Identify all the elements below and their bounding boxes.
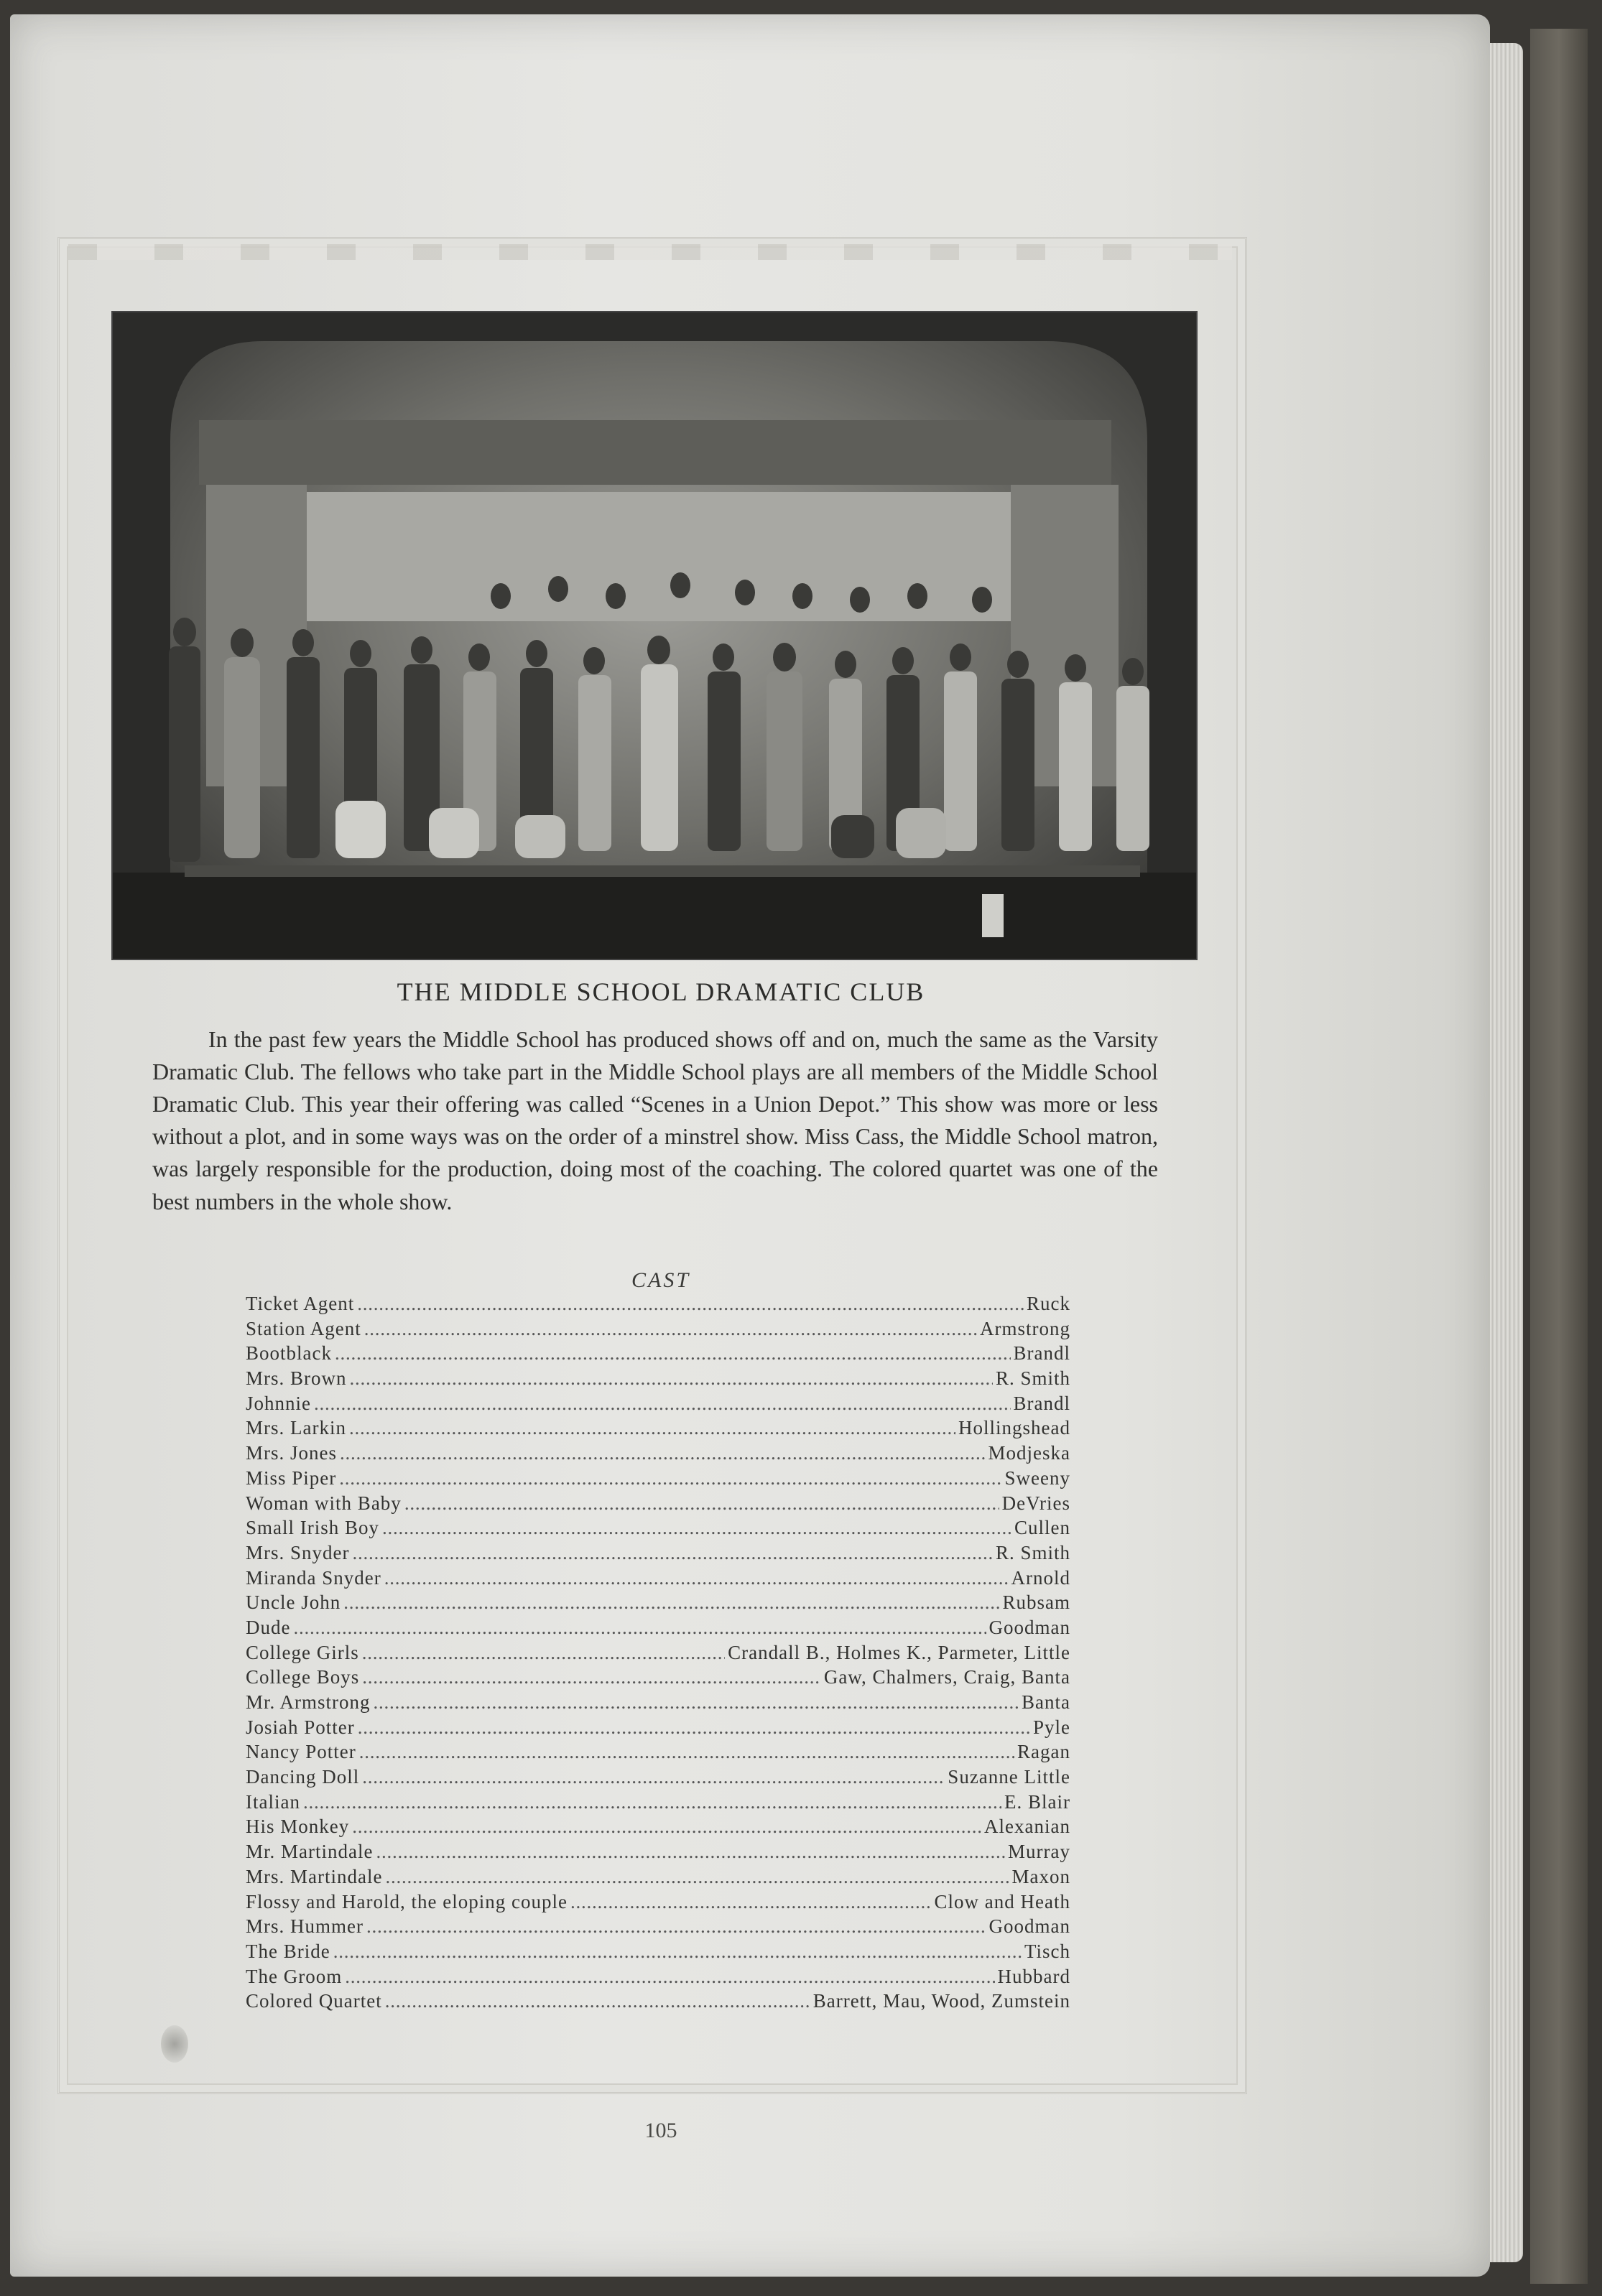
cast-actor: Tisch xyxy=(1024,1940,1070,1962)
dot-leader xyxy=(314,1393,1011,1415)
cast-entry xyxy=(246,1816,1070,1841)
cast-entry xyxy=(246,1990,1070,2015)
dot-leader xyxy=(340,1442,986,1464)
book-cover-edge xyxy=(1530,29,1588,2284)
cast-role: Mrs. Jones xyxy=(246,1442,338,1464)
dot-leader xyxy=(359,1741,1014,1763)
cast-entry xyxy=(246,1467,1070,1492)
cast-entry xyxy=(246,1567,1070,1592)
dot-leader xyxy=(352,1816,981,1838)
cast-role: The Groom xyxy=(246,1965,343,1987)
dot-leader xyxy=(345,1966,994,1988)
cast-list xyxy=(246,1293,1070,2015)
dot-leader xyxy=(366,1915,986,1938)
cast-actor: Maxon xyxy=(1011,1865,1070,1887)
cast-role: Mrs. Martindale xyxy=(246,1865,383,1887)
cast-actor: Pyle xyxy=(1032,1716,1070,1738)
cast-role: Italian xyxy=(246,1790,300,1813)
dot-leader xyxy=(357,1293,1024,1315)
cast-entry xyxy=(246,1915,1070,1941)
dot-leader xyxy=(353,1542,993,1564)
cast-role: Johnnie xyxy=(246,1392,311,1414)
dot-leader xyxy=(339,1467,1001,1489)
dot-leader xyxy=(374,1691,1019,1714)
stage-photo-drawing xyxy=(113,312,1196,959)
cast-role: His Monkey xyxy=(246,1816,350,1838)
cast-role: Miss Piper xyxy=(246,1467,337,1489)
cast-actor: Brandl xyxy=(1013,1342,1070,1365)
dot-leader xyxy=(364,1318,977,1340)
cast-actor: Brandl xyxy=(1013,1392,1070,1414)
cast-role: College Boys xyxy=(246,1666,360,1688)
dot-leader xyxy=(343,1591,999,1614)
dot-leader xyxy=(385,1990,810,2012)
cast-actor: Crandall B., Holmes K., Parmeter, Little xyxy=(728,1641,1070,1663)
cast-entry xyxy=(246,1766,1070,1791)
cast-role: Station Agent xyxy=(246,1317,361,1339)
cast-entry xyxy=(246,1741,1070,1766)
cast-entry xyxy=(246,1442,1070,1467)
cast-role: Mr. Armstrong xyxy=(246,1691,371,1713)
cast-role: The Bride xyxy=(246,1940,330,1962)
dot-leader xyxy=(333,1941,1022,1963)
cast-actor: Clow and Heath xyxy=(934,1890,1070,1912)
cast-actor: Arnold xyxy=(1011,1566,1070,1589)
cast-entry xyxy=(246,1891,1070,1916)
cast-actor: Cullen xyxy=(1014,1517,1070,1539)
cast-actor: Ragan xyxy=(1017,1741,1070,1763)
cast-entry xyxy=(246,1617,1070,1642)
dot-leader xyxy=(570,1891,932,1913)
cast-entry xyxy=(246,1666,1070,1691)
cast-actor: DeVries xyxy=(1001,1492,1070,1514)
cast-actor: Gaw, Chalmers, Craig, Banta xyxy=(823,1666,1070,1688)
cast-actor: Banta xyxy=(1022,1691,1070,1713)
cast-entry xyxy=(246,1417,1070,1442)
cast-role: Small Irish Boy xyxy=(246,1517,380,1539)
cast-role: Woman with Baby xyxy=(246,1492,402,1514)
dot-leader xyxy=(384,1567,1009,1589)
cast-role: Josiah Potter xyxy=(246,1716,355,1738)
dot-leader xyxy=(404,1492,999,1515)
dot-leader xyxy=(376,1841,1005,1863)
cast-entry xyxy=(246,1642,1070,1667)
cast-actor: E. Blair xyxy=(1004,1790,1070,1813)
cast-entry xyxy=(246,1367,1070,1393)
cast-entry xyxy=(246,1866,1070,1891)
cast-actor: Hubbard xyxy=(997,1965,1070,1987)
cast-role: Ticket Agent xyxy=(246,1293,355,1314)
cast-role: Bootblack xyxy=(246,1342,332,1365)
cast-actor: Barrett, Mau, Wood, Zumstein xyxy=(812,1990,1070,2012)
cast-role: Dancing Doll xyxy=(246,1766,360,1788)
cast-entry xyxy=(246,1492,1070,1518)
cast-actor: Suzanne Little xyxy=(948,1766,1070,1788)
dot-leader xyxy=(349,1417,955,1439)
cast-actor: R. Smith xyxy=(995,1541,1070,1563)
dot-leader xyxy=(382,1517,1011,1539)
club-group-photo xyxy=(111,311,1198,960)
article-title: THE MIDDLE SCHOOL DRAMATIC CLUB xyxy=(397,977,925,1006)
cast-role: Flossy and Harold, the eloping couple xyxy=(246,1890,568,1912)
cast-actor: Modjeska xyxy=(988,1442,1070,1464)
ink-smudge xyxy=(161,2025,188,2063)
cast-role: College Girls xyxy=(246,1641,359,1663)
cast-role: Mr. Martindale xyxy=(246,1841,374,1863)
dot-leader xyxy=(303,1791,1001,1813)
dot-leader xyxy=(293,1617,986,1639)
cast-role: Dude xyxy=(246,1616,291,1638)
cast-actor: Goodman xyxy=(988,1915,1070,1938)
dot-leader xyxy=(362,1642,725,1664)
cast-actor: R. Smith xyxy=(995,1367,1070,1390)
dot-leader xyxy=(362,1766,945,1788)
cast-entry xyxy=(246,1591,1070,1617)
cast-role: Nancy Potter xyxy=(246,1741,356,1763)
cast-entry xyxy=(246,1517,1070,1542)
cast-entry xyxy=(246,1966,1070,1991)
dot-leader xyxy=(385,1866,1009,1888)
cast-actor: Alexanian xyxy=(984,1816,1070,1838)
border-ornament xyxy=(68,244,1232,260)
cast-role: Colored Quartet xyxy=(246,1990,382,2012)
cast-actor: Rubsam xyxy=(1002,1591,1070,1614)
cast-entry xyxy=(246,1941,1070,1966)
dot-leader xyxy=(350,1367,993,1390)
cast-entry xyxy=(246,1318,1070,1343)
cast-role: Mrs. Larkin xyxy=(246,1417,346,1439)
page-number: 105 xyxy=(644,2119,677,2142)
cast-entry xyxy=(246,1716,1070,1742)
cast-entry xyxy=(246,1393,1070,1418)
cast-role: Uncle John xyxy=(246,1591,341,1614)
cast-role: Mrs. Hummer xyxy=(246,1915,364,1938)
cast-entry xyxy=(246,1293,1070,1318)
cast-actor: Armstrong xyxy=(980,1317,1070,1339)
cast-entry xyxy=(246,1542,1070,1567)
cast-actor: Hollingshead xyxy=(958,1417,1070,1439)
dot-leader xyxy=(335,1342,1011,1365)
cast-entry xyxy=(246,1791,1070,1816)
cast-entry xyxy=(246,1691,1070,1716)
cast-actor: Ruck xyxy=(1027,1293,1070,1314)
cast-role: Mrs. Brown xyxy=(246,1367,347,1390)
dot-leader xyxy=(358,1716,1030,1739)
cast-heading: CAST xyxy=(631,1268,691,1292)
cast-entry xyxy=(246,1342,1070,1367)
cast-actor: Sweeny xyxy=(1004,1467,1070,1489)
cast-role: Mrs. Snyder xyxy=(246,1541,350,1563)
cast-actor: Murray xyxy=(1008,1841,1070,1863)
cast-actor: Goodman xyxy=(988,1616,1070,1638)
article-body: In the past few years the Middle School has produced shows off and on, much the same as the Varsity Dramatic Club. The fellows who take part in the Middle School plays are all members of the Middle School Dramatic Club. This year their offering was called “Scenes in a Union Depot.” This show was more or less without a plot, and in some ways was on the order of a minstrel show. Miss Cass, the Middle School matron, was largely responsible for the production, doing most of the coaching. The colored quartet was one of the best numbers in the whole show. xyxy=(152,1026,1158,1214)
cast-entry xyxy=(246,1841,1070,1866)
cast-role: Miranda Snyder xyxy=(246,1566,381,1589)
dot-leader xyxy=(362,1666,821,1688)
